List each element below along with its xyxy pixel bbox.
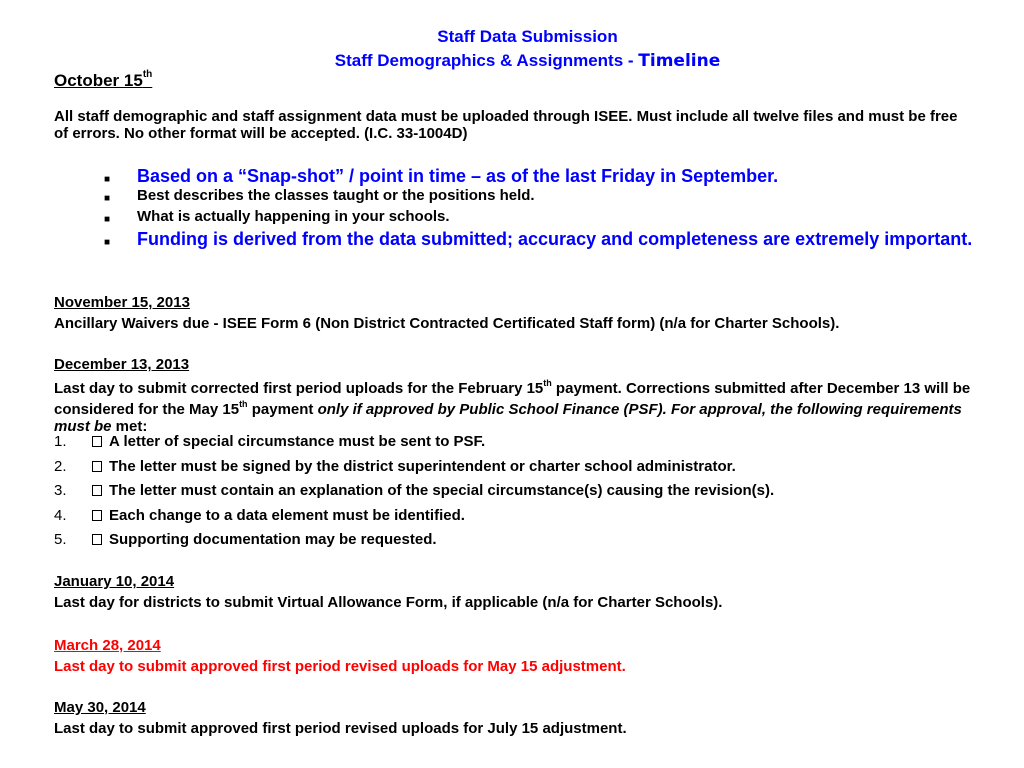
square-bullet-icon: ■ [104, 237, 111, 248]
checkbox-glyph-icon [92, 436, 102, 447]
document-title: Staff Data Submission [437, 27, 618, 46]
checkbox-glyph-icon [92, 510, 102, 521]
requirement-item [54, 531, 974, 556]
december-text-a: Last day to submit corrected first period uploads for the February 15 [54, 380, 544, 397]
march-text: Last day to submit approved first period revised uploads for May 15 adjustment. [54, 658, 626, 675]
bullet-text: Best describes the classes taught or the positions held. [137, 187, 535, 204]
requirement-number: 4. [54, 506, 67, 524]
requirement-item [54, 433, 974, 458]
december-sup-a: th [543, 378, 552, 388]
october-heading-text: October 15 [54, 71, 143, 90]
bullet-text: Based on a “Snap-shot” / point in time – as of the last Friday in September. [137, 166, 779, 186]
requirement-item [54, 482, 974, 507]
november-text: Ancillary Waivers due - ISEE Form 6 (Non District Contracted Certificated Staff form) (n/a for Charter Schools). [54, 315, 840, 332]
may-heading: May 30, 2014 [54, 699, 146, 716]
requirement-number: 2. [54, 457, 67, 475]
requirement-text: The letter must be signed by the district superintendent or charter school administrator. [109, 457, 736, 475]
square-bullet-icon: ■ [104, 214, 111, 225]
subtitle-prefix: Staff Demographics & Assignments - [334, 51, 639, 70]
bullet-classes [104, 187, 984, 204]
subtitle-timeline: Timeline [638, 51, 721, 71]
checkbox-glyph-icon [92, 485, 102, 496]
december-heading: December 13, 2013 [54, 356, 190, 373]
december-text-c: payment [247, 401, 318, 418]
checkbox-glyph-icon [92, 461, 102, 472]
requirements-list [54, 433, 974, 556]
checkbox-glyph-icon [92, 534, 102, 545]
requirement-text: A letter of special circumstance must be sent to PSF. [109, 433, 486, 450]
november-heading: November 15, 2013 [54, 294, 190, 311]
bullet-happening [104, 208, 984, 225]
october-heading [54, 71, 152, 91]
requirement-text: The letter must contain an explanation of the special circumstance(s) causing the revision(s). [109, 482, 775, 500]
may-text: Last day to submit approved first period revised uploads for July 15 adjustment. [54, 720, 627, 737]
december-text-b: payment. Corrections submitted after December 13 will be considered for the May 15 [54, 380, 971, 418]
march-heading: March 28, 2014 [54, 637, 161, 654]
october-heading-sup: th [142, 69, 153, 81]
document-subtitle [0, 51, 1024, 71]
december-text-italic: only if approved by Public School Finance (PSF). For approval, the following requirements must be [54, 401, 962, 435]
december-sup-b: th [239, 399, 248, 409]
january-text: Last day for districts to submit Virtual Allowance Form, if applicable (n/a for Charter Schools). [54, 594, 723, 611]
square-bullet-icon: ■ [104, 174, 111, 185]
requirement-number: 5. [54, 531, 67, 549]
requirement-text: Supporting documentation may be requested. [109, 531, 437, 549]
requirement-item [54, 507, 974, 532]
october-bullet-list [104, 166, 984, 250]
october-intro: All staff demographic and staff assignment data must be uploaded through ISEE. Must include all twelve files and must be free of errors. No other format will be accepted. (I.C. 33-1004D) [54, 108, 958, 142]
requirement-text: Each change to a data element must be identified. [109, 506, 465, 524]
bullet-snapshot [104, 166, 984, 186]
square-bullet-icon: ■ [104, 193, 111, 204]
requirement-number: 3. [54, 482, 67, 500]
requirement-item [54, 458, 974, 483]
december-text-end: met: [111, 418, 148, 435]
bullet-text: Funding is derived from the data submitted; accuracy and completeness are extremely important. [137, 229, 973, 249]
bullet-text: What is actually happening in your schools. [137, 208, 450, 225]
bullet-funding [104, 229, 984, 249]
requirement-number: 1. [54, 433, 67, 450]
december-text [54, 376, 974, 435]
january-heading: January 10, 2014 [54, 573, 175, 590]
